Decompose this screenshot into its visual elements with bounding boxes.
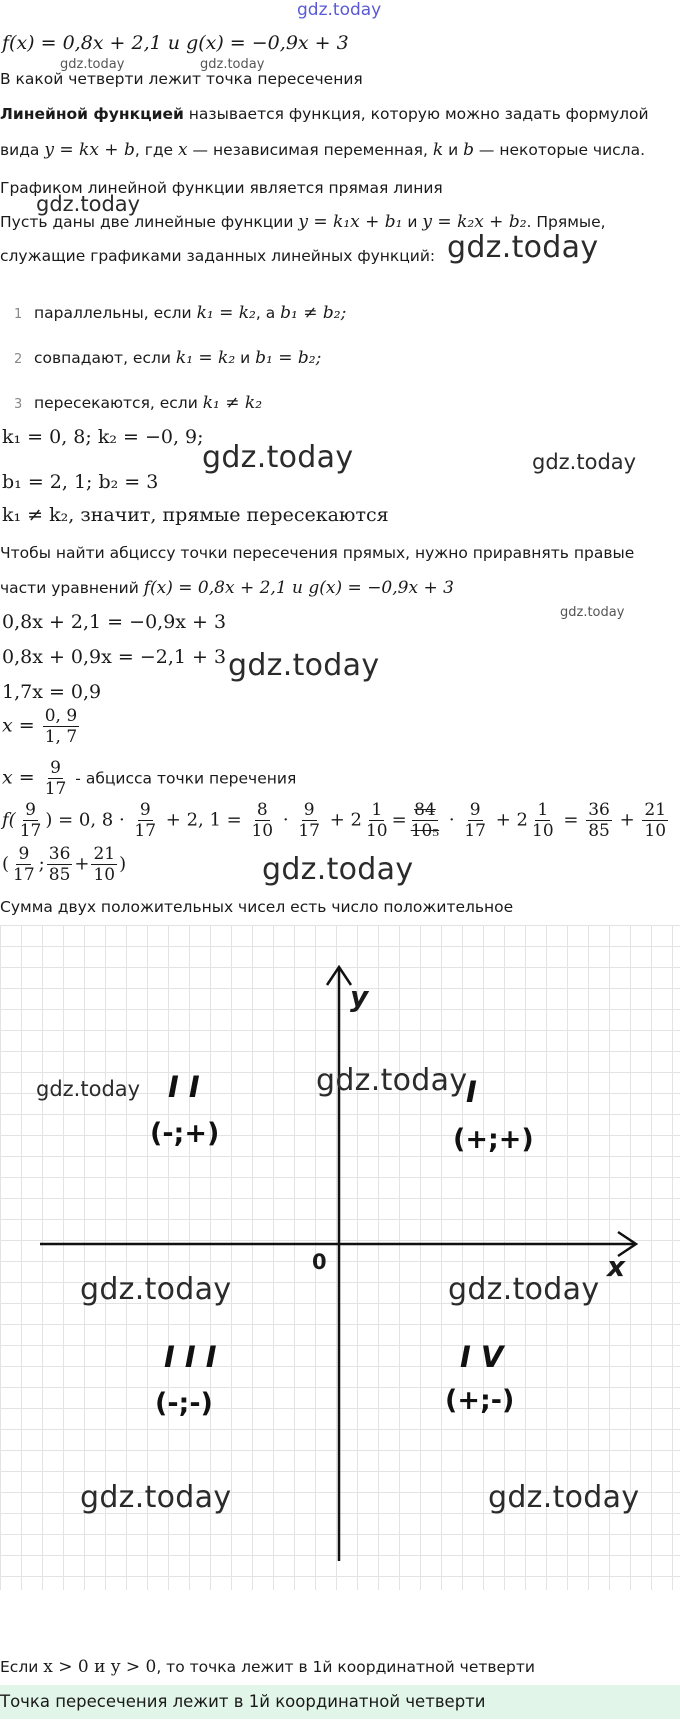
problem-question: В какой четверти лежит точка пересечения xyxy=(0,70,363,88)
answer-text: Точка пересечения лежит в 1й координатной четверти xyxy=(0,1692,486,1711)
watermark-11: gdz.today xyxy=(316,1063,468,1098)
given-line-1: Пусть даны две линейные функции y = k₁x + b₁ и y = k₂x + b₂. Прямые, xyxy=(0,212,606,232)
positive-sum-text: Сумма двух положительных чисел есть число положительное xyxy=(0,898,514,916)
quadrant-1-label: I xyxy=(466,1075,477,1109)
watermark-top: gdz.today xyxy=(297,0,382,20)
fraction: $\frac{9}{17}$ xyxy=(44,758,67,799)
watermark-14: gdz.today xyxy=(80,1480,232,1515)
crossed-fraction: $\frac{84}{\text{10₅}}$ xyxy=(410,800,440,841)
watermark-10: gdz.today xyxy=(36,1077,141,1101)
watermark-5: gdz.today xyxy=(202,440,354,475)
watermark-4: gdz.today xyxy=(447,230,599,265)
x-fraction-1: x = $\frac{0, 9}{1, 7}$ xyxy=(2,706,78,747)
definition-line-2: вида y = kx + b, где x — независимая переменная, k и b — некоторые числа. xyxy=(0,140,646,160)
watermark-9: gdz.today xyxy=(262,852,414,887)
quadrant-2-sign: (-;+) xyxy=(150,1118,220,1149)
problem-formula xyxy=(2,31,349,55)
case-number: 1 xyxy=(14,307,23,322)
equation-1: 0,8x + 2,1 = −0,9x + 3 xyxy=(2,611,227,633)
case-item-3: 3 пересекаются, если k₁ ≠ k₂ xyxy=(14,393,263,413)
case-number: 3 xyxy=(14,397,23,412)
f-value-line: f( $\frac{9}{17}$ ) = 0, 8 · $\frac{9}{17}$ + 2, 1 = $\frac{8}{10}$ · $\frac{9}{17}$ + 2 $\frac{1}{10}$ = $\frac{84}{\text{10₅}}$ · $\frac{9}{17}$ + 2 $\frac{1}{10}$ = $\frac{36}{85}$ + $\frac{21}{10}$ xyxy=(2,800,667,841)
quadrant-3-label: I I I xyxy=(164,1340,217,1374)
abscissa-text-2: части уравнений f(x) = 0,8x + 2,1 и g(x) = −0,9x + 3 xyxy=(0,578,454,598)
y-axis-label: y xyxy=(350,980,369,1013)
definition-term: Линейной функцией xyxy=(0,105,184,123)
x-axis-label: x xyxy=(607,1250,626,1283)
abscissa-text-1: Чтобы найти абциссу точки пересечения прямых, нужно приравнять правые xyxy=(0,544,635,562)
intersection-point: ( $\frac{9}{17}$ ; $\frac{36}{85}$ + $\frac{21}{10}$ ) xyxy=(2,844,127,885)
quadrant-3-sign: (-;-) xyxy=(155,1388,213,1419)
watermark-12: gdz.today xyxy=(80,1272,232,1307)
fraction: $\frac{0, 9}{1, 7}$ xyxy=(44,706,78,747)
formula-conj: и xyxy=(167,32,181,54)
watermark-6: gdz.today xyxy=(532,450,637,474)
definition-line-1 xyxy=(0,104,649,124)
formula-f: f(x) = 0,8x + 2,1 xyxy=(2,32,162,54)
watermark-small-1: gdz.today xyxy=(60,57,125,72)
b-values: b₁ = 2, 1; b₂ = 3 xyxy=(2,471,159,493)
definition-text: называется функция, которую можно задать формулой xyxy=(183,105,649,123)
condition-line: Если x > 0 и y > 0, то точка лежит в 1й координатной четверти xyxy=(0,1657,535,1677)
watermark-15: gdz.today xyxy=(488,1480,640,1515)
origin-label: 0 xyxy=(312,1250,327,1274)
equation-2: 0,8x + 0,9x = −2,1 + 3 xyxy=(2,646,227,668)
definition-formula: y = kx + b xyxy=(44,140,135,160)
watermark-3: gdz.today xyxy=(36,192,141,216)
condition-formula: x > 0 и y > 0 xyxy=(43,1657,157,1677)
case-number: 2 xyxy=(14,352,23,367)
watermark-13: gdz.today xyxy=(448,1272,600,1307)
quadrant-2-label: I I xyxy=(168,1070,200,1104)
case-item-2: 2 совпадают, если k₁ = k₂ и b₁ = b₂; xyxy=(14,348,322,368)
given-line-2: служащие графиками заданных линейных функций: xyxy=(0,247,436,265)
watermark-small-2: gdz.today xyxy=(200,57,265,72)
answer-box xyxy=(0,1685,680,1719)
quadrant-1-sign: (+;+) xyxy=(453,1124,534,1155)
watermark-8: gdz.today xyxy=(228,648,380,683)
watermark-7: gdz.today xyxy=(560,605,625,620)
formula-g: g(x) = −0,9x + 3 xyxy=(186,32,349,54)
x-fraction-2: x = $\frac{9}{17}$ - абцисса точки перечения xyxy=(2,758,297,799)
case-item-1: 1 параллельны, если k₁ = k₂, а b₁ ≠ b₂; xyxy=(14,303,347,323)
quadrant-4-sign: (+;-) xyxy=(445,1385,515,1416)
k-compare: k₁ ≠ k₂, значит, прямые пересекаются xyxy=(2,504,389,526)
abscissa-note: - абцисса точки перечения xyxy=(70,769,297,788)
quadrant-4-label: I V xyxy=(460,1340,504,1374)
equation-3: 1,7x = 0,9 xyxy=(2,681,102,703)
k-values: k₁ = 0, 8; k₂ = −0, 9; xyxy=(2,426,204,448)
graph-definition: Графиком линейной функции является прямая линия xyxy=(0,179,443,197)
